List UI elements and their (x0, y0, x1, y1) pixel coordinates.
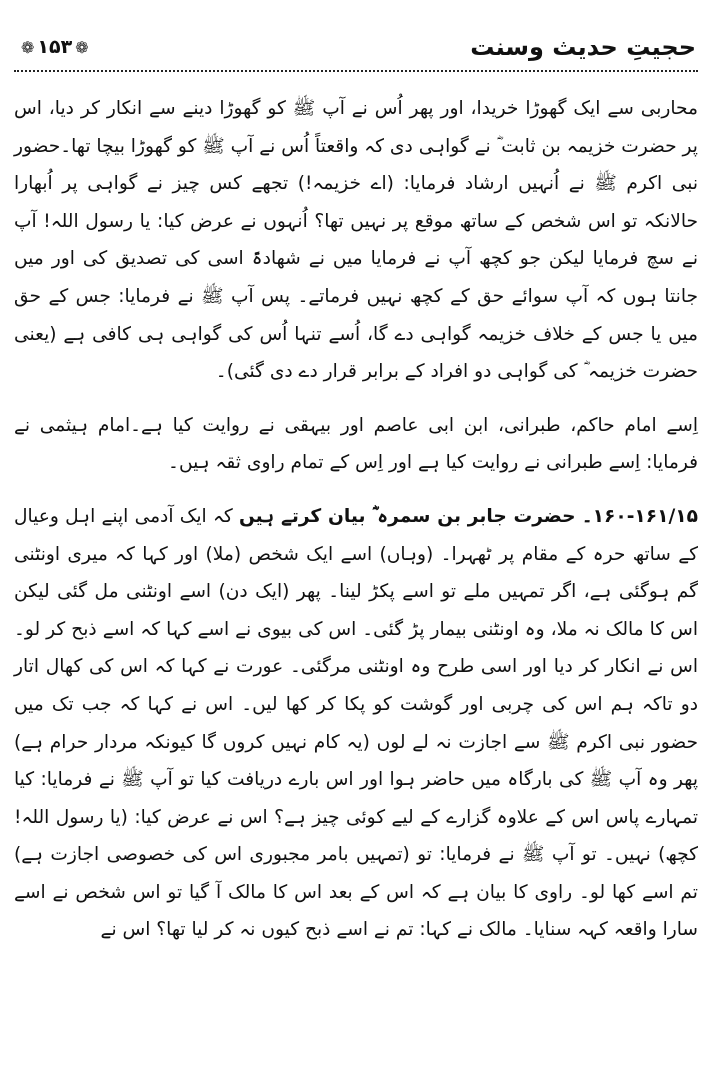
hadith-text: کہ ایک آدمی اپنے اہل وعیال کے ساتھ حرہ کے مقام پر ٹھہرا۔ (وہاں) اسے ایک شخص (ملا) اور کہا کہ میری اونٹنی گم ہوگئی ہے، اگر تمہیں ملے تو اسے پکڑ لینا۔ پھر (ایک دن) اسے اونٹنی مل گئی لیکن اس کا مالک نہ ملا، وہ اونٹنی بیمار پڑ گئی۔ اس کی بیوی نے اسے کہا کہ اسے ذبح کر لو۔ اس نے انکار کر دیا اور اسی طرح وہ اونٹنی مرگئی۔ عورت نے کہا کہ اس کی کھال اتار دو تاکہ ہم اس کی چربی اور گوشت کو پکا کر کھا لیں۔ اس نے کہا کہ جب تک میں حضور نبی اکرم ﷺ سے اجازت نہ لے لوں (یہ کام نہیں کروں گا کیونکہ مردار حرام ہے) پھر وہ آپ ﷺ کی بارگاہ میں حاضر ہوا اور اس بارے دریافت کیا تو آپ ﷺ نے فرمایا: کیا تمہارے پاس اس کے علاوہ گزارے کے لیے کوئی چیز ہے؟ اس نے عرض کیا: (یا رسول اللہ! کچھ) نہیں۔ تو آپ ﷺ نے فرمایا: تو (تمہیں بامر مجبوری اس کی خصوصی اجازت ہے) تم اسے کھا لو۔ راوی کا بیان ہے کہ اس کے بعد اس کا مالک آ گیا تو اس شخص نے اسے سارا واقعہ کہہ سنایا۔ مالک نے کہا: تم نے اسے ذبح کیوں نہ کر لیا تھا؟ اس نے (14, 505, 698, 941)
ornament-right-icon: ❁ (75, 37, 89, 57)
ornament-left-icon: ❁ (21, 37, 35, 57)
hadith-narrator: حضرت جابر بن سمرہ ؓ بیان کرتے ہیں (238, 505, 576, 527)
paragraph-hadith-160 (14, 498, 698, 949)
page-header (14, 28, 698, 66)
page-body (14, 90, 698, 949)
paragraph-reference: اِسے امام حاکم، طبرانی، ابن ابی عاصم اور بیہقی نے روایت کیا ہے۔امام ہیثمی نے فرمایا: اِسے طبرانی نے روایت کیا ہے اور اِس کے تمام راوی ثقہ ہیں۔ (14, 414, 698, 474)
running-title: حجیتِ حدیث وسنت (470, 33, 696, 61)
page-number: ۱۵۳ (37, 36, 73, 58)
page-number-box (14, 36, 92, 58)
paragraph-hadith-continuation: محاربی سے ایک گھوڑا خریدا، اور پھر اُس نے آپ ﷺ کو گھوڑا دینے سے انکار کر دیا، اس پر حضرت خزیمہ بن ثابت ؓ نے گواہی دی کہ واقعتاً اُس نے آپ ﷺ کو گھوڑا بیچا تھا۔حضور نبی اکرم ﷺ نے اُنہیں ارشاد فرمایا: (اے خزیمہ!) تجھے کس چیز نے گواہی پر اُبھارا حالانکہ تو اس شخص کے ساتھ موقع پر نہیں تھا؟ اُنہوں نے عرض کیا: یا رسول اللہ! آپ نے سچ فرمایا لیکن جو کچھ آپ نے فرمایا میں نے شھادۃً اسی کی تصدیق کی اور میں جانتا ہوں کہ آپ سوائے حق کے کچھ نہیں فرماتے۔ پس آپ ﷺ نے فرمایا: جس کے حق میں یا جس کے خلاف خزیمہ گواہی دے گا، اُسے تنہا اُس کی گواہی ہی کافی ہے (یعنی حضرت خزیمہ ؓ کی گواہی دو افراد کے برابر قرار دے دی گئی)۔ (14, 98, 698, 383)
hadith-number: ۱۶۰-۱۶۱/۱۵۔ (581, 505, 698, 527)
header-divider (14, 70, 698, 72)
